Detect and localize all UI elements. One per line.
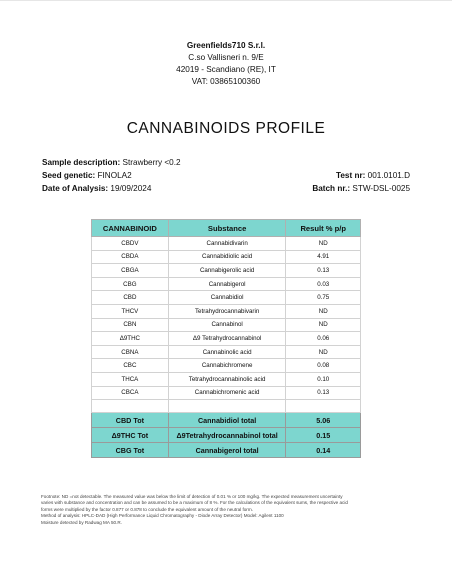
total-substance-cell: Cannabigerol total: [168, 443, 286, 458]
result-cell: 0.75: [286, 291, 361, 305]
test-nr-value: 001.0101.D: [367, 171, 410, 180]
footnote-moisture: Moisture detected by Radwag MA 50.R.: [41, 519, 122, 525]
result-cell: ND: [286, 237, 361, 251]
header-substance: Substance: [168, 220, 286, 237]
result-cell: 0.06: [286, 332, 361, 346]
cannabinoid-cell: CBD: [92, 291, 169, 305]
total-cannabinoid-cell: CBG Tot: [92, 443, 169, 458]
total-cannabinoid-cell: Δ9THC Tot: [92, 428, 169, 443]
substance-cell: Tetrahydrocannabinolic acid: [168, 372, 286, 386]
cannabinoid-cell: CBC: [92, 359, 169, 373]
substance-cell: Cannabigerol: [168, 277, 286, 291]
sample-description-label: Sample description:: [42, 158, 121, 167]
cannabinoid-cell: Δ9THC: [92, 332, 169, 346]
result-cell: 0.08: [286, 359, 361, 373]
date-of-analysis-value: 19/09/2024: [110, 184, 152, 193]
substance-cell: Tetrahydrocannabivarin: [168, 304, 286, 318]
cannabinoid-cell: THCV: [92, 304, 169, 318]
sample-info: [42, 158, 410, 197]
company-address-street: C.so Vallisneri n. 9/E: [188, 53, 264, 62]
result-cell: ND: [286, 318, 361, 332]
company-address-city: 42019 - Scandiano (RE), IT: [176, 65, 276, 74]
table-row: [92, 359, 361, 373]
substance-cell: Cannabichromenic acid: [168, 386, 286, 400]
table-row: [92, 318, 361, 332]
total-substance-cell: Δ9Tetrahydrocannabinol total: [168, 428, 286, 443]
company-name: Greenfields710 S.r.l.: [186, 41, 266, 50]
substance-cell: Cannabigerolic acid: [168, 264, 286, 278]
total-substance-cell: Cannabidiol total: [168, 413, 286, 428]
footnote: [41, 494, 413, 526]
result-cell: 4.91: [286, 250, 361, 264]
total-cannabinoid-cell: CBD Tot: [92, 413, 169, 428]
result-cell: 0.03: [286, 277, 361, 291]
empty-cell: [286, 400, 361, 413]
info-row-seed: [42, 171, 410, 184]
total-row: [92, 428, 361, 443]
table-row: [92, 372, 361, 386]
footnote-line: Footnote: ND =not detectable. The measured value was below the limit of detection of 0.01 % or 100 mg/kg. The expected measurement uncertainty: [41, 494, 343, 499]
table-header-row: [92, 220, 361, 237]
table-row: [92, 345, 361, 359]
substance-cell: Cannabidiol: [168, 291, 286, 305]
substance-cell: Cannabidiolic acid: [168, 250, 286, 264]
table-row: [92, 332, 361, 346]
company-vat: VAT: 03865100360: [191, 77, 261, 86]
substance-cell: Cannabichromene: [168, 359, 286, 373]
company-header: [0, 40, 452, 88]
table-row: [92, 277, 361, 291]
empty-cell: [168, 400, 286, 413]
cannabinoid-cell: CBDA: [92, 250, 169, 264]
result-cell: 0.13: [286, 264, 361, 278]
cannabinoid-cell: CBGA: [92, 264, 169, 278]
seed-genetic-label: Seed genetic:: [42, 171, 96, 180]
result-cell: 0.10: [286, 372, 361, 386]
top-divider: [0, 0, 452, 1]
total-row: [92, 443, 361, 458]
test-nr-label: Test nr:: [335, 171, 366, 180]
cannabinoid-cell: CBDV: [92, 237, 169, 251]
substance-cell: Cannabinol: [168, 318, 286, 332]
substance-cell: Δ9 Tetrahydrocannabinol: [168, 332, 286, 346]
footnote-line: forms were multiplied by the factor 0.877 or 0.878 to conclude the equivalent amount of the neutral form.: [41, 506, 253, 512]
total-row: [92, 413, 361, 428]
empty-cell: [92, 400, 169, 413]
footnote-line: varies with substance and concentration and can be assumed to be a maximum of 8 %. For the calculations of the equivalent sums, the respective acid: [41, 500, 348, 506]
info-row-sample: [42, 158, 410, 171]
header-cannabinoid: CANNABINOID: [92, 220, 169, 237]
cannabinoid-cell: CBN: [92, 318, 169, 332]
total-result-cell: 0.15: [286, 428, 361, 443]
substance-cell: Cannabidivarin: [168, 237, 286, 251]
total-result-cell: 0.14: [286, 443, 361, 458]
sample-description-value: Strawberry <0.2: [122, 158, 181, 167]
cannabinoid-cell: CBNA: [92, 345, 169, 359]
total-result-cell: 5.06: [286, 413, 361, 428]
table-row: [92, 304, 361, 318]
result-cell: 0.13: [286, 386, 361, 400]
batch-nr-value: STW-DSL-0025: [352, 184, 410, 193]
cannabinoid-cell: CBCA: [92, 386, 169, 400]
result-cell: ND: [286, 304, 361, 318]
table-row: [92, 250, 361, 264]
cannabinoids-table: [91, 219, 361, 458]
table-row: [92, 386, 361, 400]
table-spacer-row: [92, 400, 361, 413]
table-row: [92, 237, 361, 251]
table-row: [92, 264, 361, 278]
header-result: Result % p/p: [286, 220, 361, 237]
seed-genetic-value: FINOLA2: [97, 171, 132, 180]
cannabinoid-cell: CBG: [92, 277, 169, 291]
info-row-date: [42, 184, 410, 197]
date-of-analysis-label: Date of Analysis:: [42, 184, 109, 193]
result-cell: ND: [286, 345, 361, 359]
cannabinoid-cell: THCA: [92, 372, 169, 386]
table-row: [92, 291, 361, 305]
page-title: CANNABINOIDS PROFILE: [126, 120, 326, 137]
substance-cell: Cannabinolic acid: [168, 345, 286, 359]
batch-nr-label: Batch nr.:: [312, 184, 351, 193]
footnote-method: Method of analysis: HPLC-DAD (High Performance Liquid Chromatography - Diode Array Detector) Model: Agilent 1100: [41, 513, 284, 519]
